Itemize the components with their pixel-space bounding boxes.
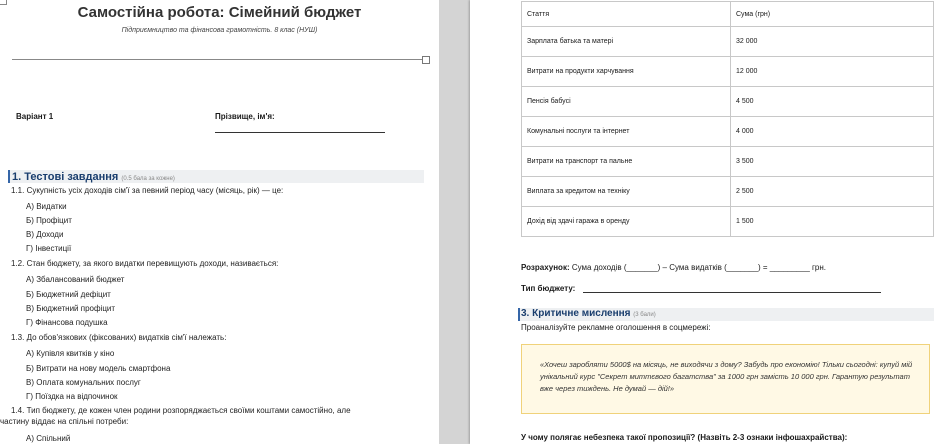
option-1-2-a[interactable]: А) Збалансований бюджет xyxy=(26,275,125,284)
option-1-3-c[interactable]: В) Оплата комунальних послуг xyxy=(26,378,141,387)
table-cell-amount: 1 500 xyxy=(731,207,934,237)
table-cell-amount: 32 000 xyxy=(731,27,934,57)
table-cell-amount: 12 000 xyxy=(731,57,934,87)
option-1-1-b[interactable]: Б) Профіцит xyxy=(26,216,72,225)
budget-type-field-line[interactable] xyxy=(583,292,881,293)
option-1-2-b[interactable]: Б) Бюджетний дефіцит xyxy=(26,290,111,299)
page-left xyxy=(0,0,439,444)
table-row xyxy=(522,57,934,87)
table-header-row xyxy=(522,2,934,27)
table-row xyxy=(522,207,934,237)
table-cell-item: Витрати на транспорт та пальне xyxy=(522,147,731,177)
option-1-1-c[interactable]: В) Доходи xyxy=(26,230,64,239)
question-1-1: 1.1. Сукупність усіх доходів сім'ї за певний період часу (місяць, рік) — це: xyxy=(11,186,284,195)
option-1-1-d[interactable]: Г) Інвестиції xyxy=(26,244,72,253)
resize-handle[interactable] xyxy=(422,56,430,64)
budget-type-line xyxy=(521,284,575,293)
header-rule xyxy=(12,59,426,60)
section3-title-text: 3. Критичне мислення xyxy=(521,308,631,319)
document-subtitle: Підприємництво та фінансова грамотність. 8 клас (НУШ) xyxy=(121,27,318,34)
table-header-cell: Сума (грн) xyxy=(731,2,934,27)
table-cell-item: Дохід від здачі гаража в оренду xyxy=(522,207,731,237)
document-title: Самостійна робота: Сімейний бюджет xyxy=(77,4,362,21)
table-header-cell: Стаття xyxy=(522,2,731,27)
question-1-2: 1.2. Стан бюджету, за якого видатки перевищують доходи, називається: xyxy=(11,259,279,268)
budget-table xyxy=(521,1,934,237)
table-cell-item: Пенсія бабусі xyxy=(522,87,731,117)
calculation-label: Розрахунок: xyxy=(521,263,570,272)
page-gutter xyxy=(439,0,470,444)
option-1-1-a[interactable]: А) Видатки xyxy=(26,202,67,211)
ad-quote-box xyxy=(521,344,930,414)
table-cell-item: Витрати на продукти харчування xyxy=(522,57,731,87)
calculation-line xyxy=(521,263,826,272)
section1-points-note: (0.5 бала за кожне) xyxy=(121,176,175,182)
question-1-4-line1: 1.4. Тип бюджету, де кожен член родини розпоряджається своїми коштами самостійно, але xyxy=(11,406,351,415)
option-1-4-a[interactable]: А) Спільний xyxy=(26,434,71,443)
name-field-line[interactable] xyxy=(215,132,385,133)
section3-points-note: (3 бали) xyxy=(633,312,656,318)
table-row xyxy=(522,177,934,207)
table-cell-amount: 3 500 xyxy=(731,147,934,177)
option-1-3-b[interactable]: Б) Витрати на нову модель смартфона xyxy=(26,364,171,373)
section3-description: Проаналізуйте рекламне оголошення в соцмережі: xyxy=(521,323,711,332)
variant-label: Варіант 1 xyxy=(16,112,54,121)
question-1-3: 1.3. До обов'язкових (фіксованих) видатків сім'ї належать: xyxy=(11,333,227,342)
table-cell-item: Комунальні послуги та інтернет xyxy=(522,117,731,147)
option-1-2-d[interactable]: Г) Фінансова подушка xyxy=(26,318,108,327)
name-label: Прізвище, ім'я: xyxy=(215,112,275,121)
option-1-2-c[interactable]: В) Бюджетний профіцит xyxy=(26,304,116,313)
option-1-3-a[interactable]: А) Купівля квитків у кіно xyxy=(26,349,115,358)
table-cell-item: Виплата за кредитом на техніку xyxy=(522,177,731,207)
question-1-4-line2: частину віддає на спільні потреби: xyxy=(0,417,129,426)
table-row xyxy=(522,117,934,147)
table-cell-amount: 4 500 xyxy=(731,87,934,117)
section1-title xyxy=(12,171,175,183)
table-cell-amount: 4 000 xyxy=(731,117,934,147)
section3-question: У чому полягає небезпека такої пропозиції? (Назвіть 2-3 ознаки інфошахрайства): xyxy=(521,433,848,442)
table-row xyxy=(522,27,934,57)
table-cell-item: Зарплата батька та матері xyxy=(522,27,731,57)
option-1-3-d[interactable]: Г) Поїздка на відпочинок xyxy=(26,392,118,401)
ad-quote-text: «Хочеш заробляти 5000$ на місяць, не виходячи з дому? Забудь про економію! Тільки сьогодні: купуй мій унікальний курс "Секрет миттєвого багатства" за 1000 грн замість 10 000 грн. Гарантую результат вже через тиждень. Не думай — дій!» xyxy=(540,360,913,393)
budget-type-label: Тип бюджету: xyxy=(521,284,576,293)
calculation-formula: Сума доходів (_______) – Сума видатків (_______) = _________ грн. xyxy=(569,263,826,272)
table-row xyxy=(522,147,934,177)
section1-title-text: 1. Тестові завдання xyxy=(12,171,119,183)
table-row xyxy=(522,87,934,117)
section3-title xyxy=(521,308,656,319)
table-cell-amount: 2 500 xyxy=(731,177,934,207)
